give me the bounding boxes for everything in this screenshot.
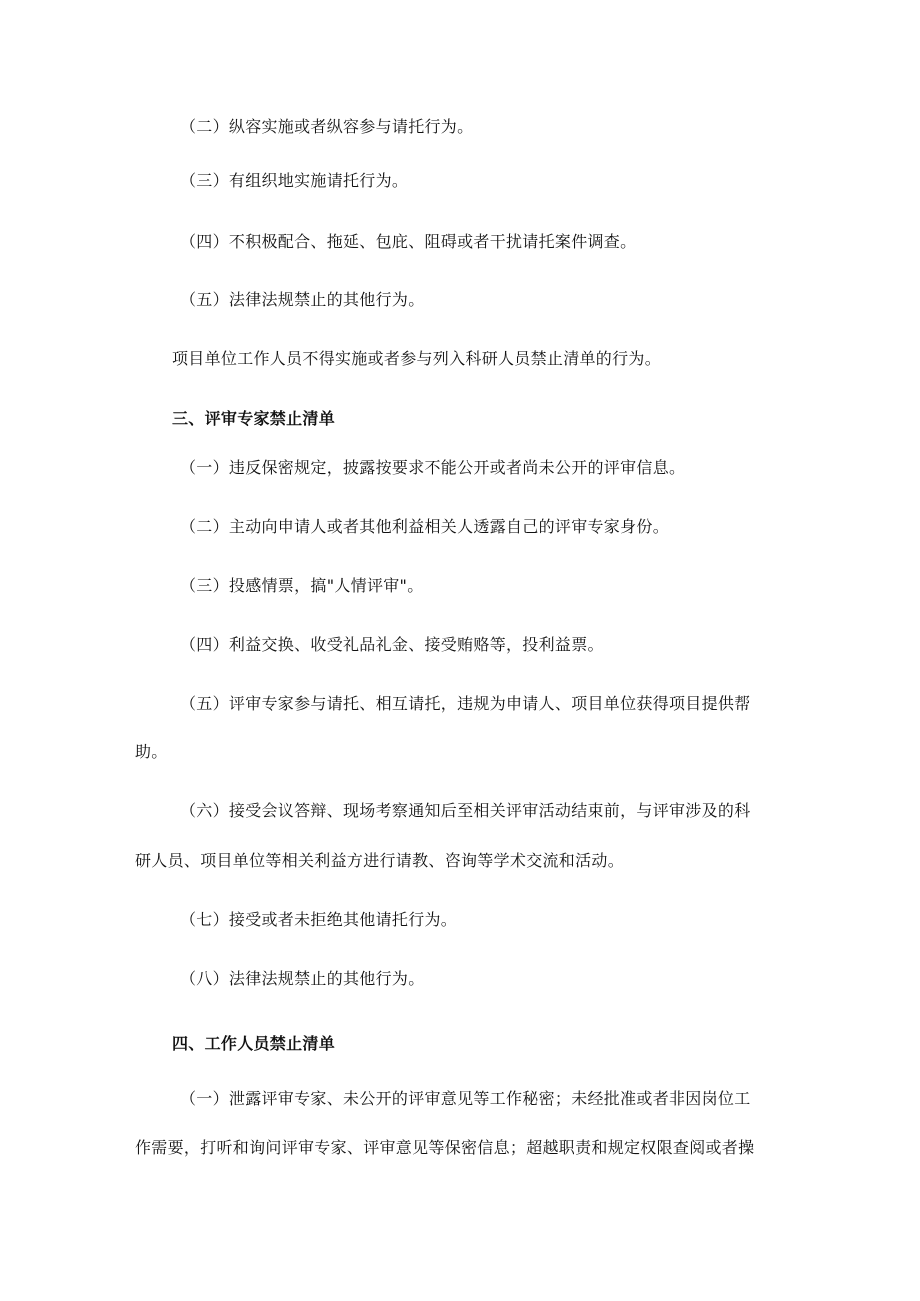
item-4-line: （四）不积极配合、拖延、包庇、阻碍或者干扰请托案件调查。 xyxy=(180,232,637,251)
section-heading-4: 四、工作人员禁止清单 xyxy=(172,1034,336,1053)
section3-item-5-line-2: 助。 xyxy=(135,742,168,761)
section3-item-4: （四）利益交换、收受礼品礼金、接受贿赂等，投利益票。 xyxy=(180,635,604,654)
section4-item-1-line-2: 作需要，打听和询问评审专家、评审意见等保密信息；超越职责和规定权限查阅或者操 xyxy=(135,1138,755,1157)
item-3-line: （三）有组织地实施请托行为。 xyxy=(180,171,409,190)
section3-item-6-line-2: 研人员、项目单位等相关利益方进行请教、咨询等学术交流和活动。 xyxy=(135,851,625,870)
section4-item-1-line-1: （一）泄露评审专家、未公开的评审意见等工作秘密；未经批准或者非因岗位工 xyxy=(180,1089,751,1108)
item-5-line: （五）法律法规禁止的其他行为。 xyxy=(180,290,425,309)
section3-item-8: （八）法律法规禁止的其他行为。 xyxy=(180,969,425,988)
section3-item-1: （一）违反保密规定，披露按要求不能公开或者尚未公开的评审信息。 xyxy=(180,458,686,477)
section3-item-2: （二）主动向申请人或者其他利益相关人透露自己的评审专家身份。 xyxy=(180,517,670,536)
section3-item-3: （三）投感情票，搞"人情评审"。 xyxy=(180,576,424,595)
paragraph-line: 项目单位工作人员不得实施或者参与列入科研人员禁止清单的行为。 xyxy=(172,349,662,368)
section3-item-7: （七）接受或者未拒绝其他请托行为。 xyxy=(180,910,458,929)
item-2-line: （二）纵容实施或者纵容参与请托行为。 xyxy=(180,117,474,136)
section-heading-3: 三、评审专家禁止清单 xyxy=(172,409,336,428)
section3-item-6-line-1: （六）接受会议答辩、现场考察通知后至相关评审活动结束前，与评审涉及的科 xyxy=(180,801,751,820)
section3-item-5-line-1: （五）评审专家参与请托、相互请托，违规为申请人、项目单位获得项目提供帮 xyxy=(180,694,751,713)
